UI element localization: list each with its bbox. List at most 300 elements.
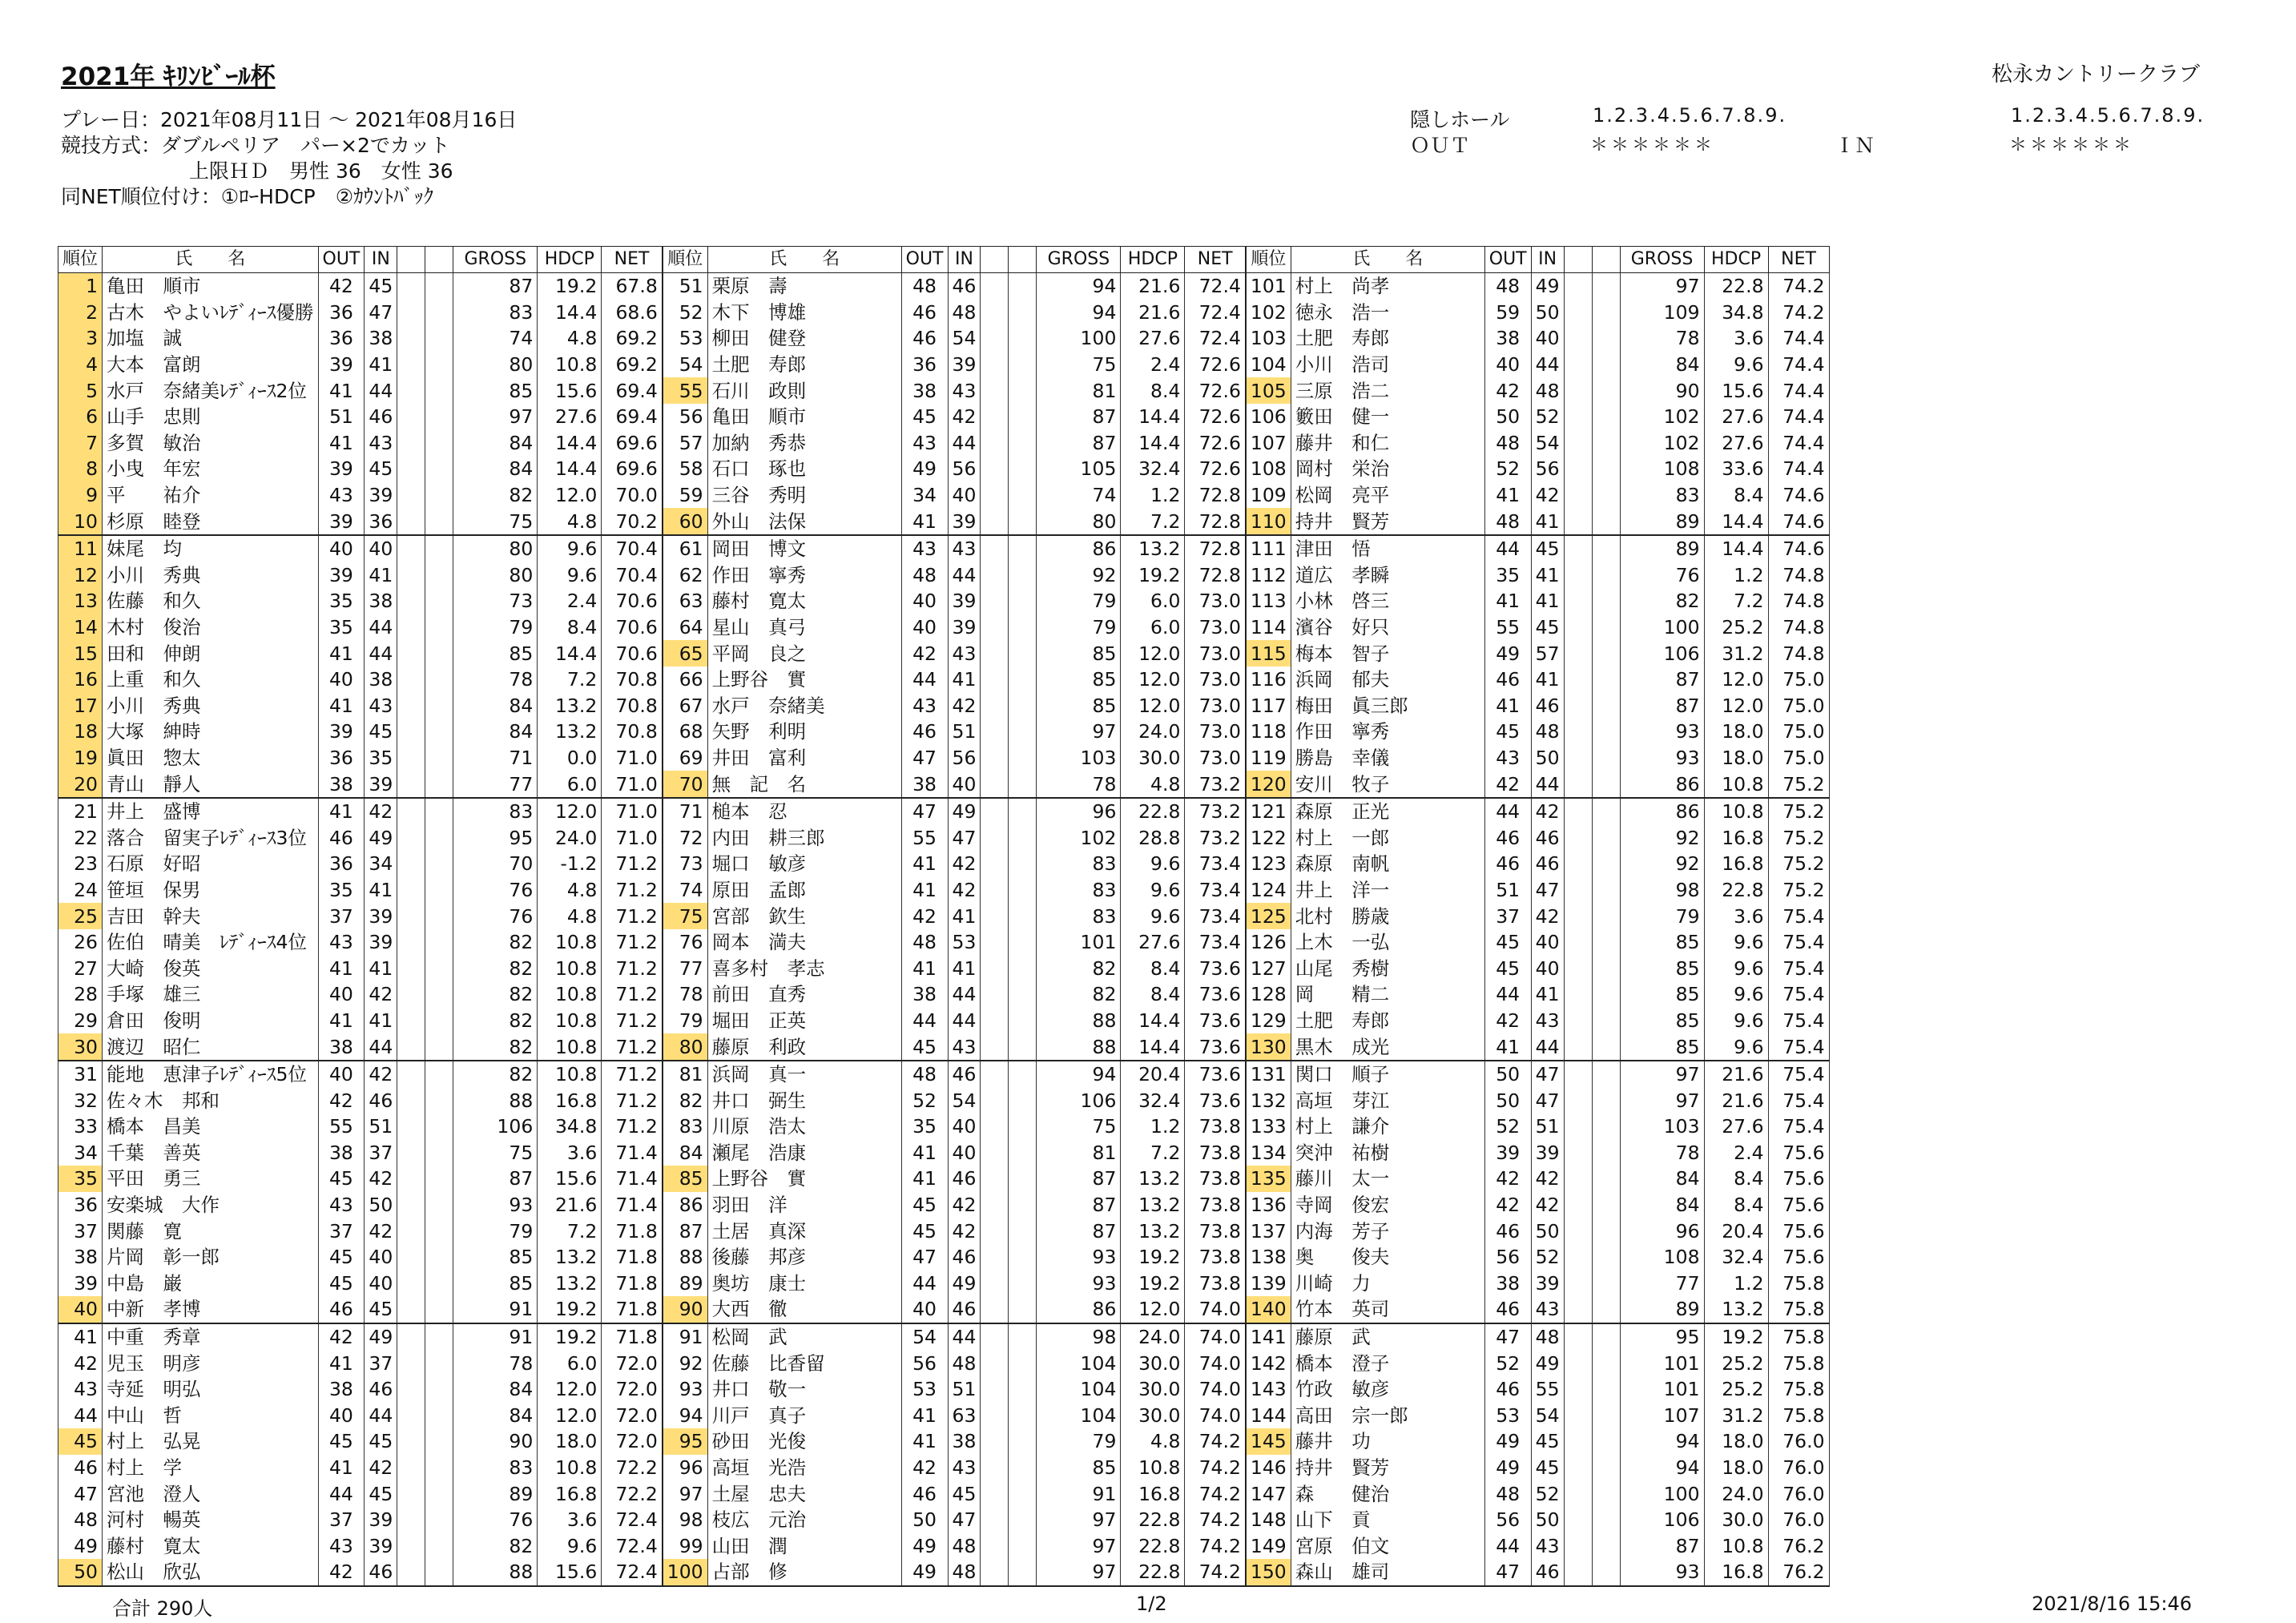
cell-out: 41 (318, 1350, 365, 1376)
cell-rank: 74 (663, 877, 707, 904)
cell-out: 47 (1484, 1323, 1531, 1351)
cell-out: 42 (901, 1455, 948, 1481)
cell-net: 69.2 (602, 325, 663, 352)
cell-rank: 103 (1246, 325, 1291, 352)
cell-blank1 (1564, 771, 1592, 798)
cell-blank2 (1009, 1533, 1037, 1560)
cell-blank2 (425, 1455, 453, 1481)
cell-blank1 (397, 352, 425, 378)
cell-blank1 (1564, 798, 1592, 825)
cell-in: 55 (1531, 1376, 1564, 1403)
cell-blank2 (425, 1140, 453, 1166)
cell-net: 70.8 (602, 719, 663, 745)
cell-out: 36 (318, 325, 365, 352)
cell-rank: 115 (1246, 640, 1291, 667)
table-row (58, 562, 1830, 589)
cell-blank1 (1564, 1455, 1592, 1481)
cell-blank1 (397, 614, 425, 641)
cell-hdcp: 27.6 (1121, 929, 1185, 956)
header-out: OUT (318, 247, 365, 273)
cell-rank: 147 (1246, 1480, 1291, 1507)
cell-rank: 10 (58, 508, 103, 535)
cell-name: 喜多村 孝志 (707, 955, 901, 981)
cell-net: 69.4 (602, 377, 663, 404)
cell-blank2 (425, 325, 453, 352)
cell-name: 山田 潤 (707, 1533, 901, 1560)
cell-net: 73.4 (1185, 877, 1246, 904)
cell-hdcp: 10.8 (538, 1033, 602, 1061)
cell-blank2 (1592, 1166, 1620, 1192)
cell-gross: 84 (1620, 1192, 1704, 1218)
cell-rank: 37 (58, 1218, 103, 1244)
cell-gross: 83 (453, 300, 538, 326)
cell-in: 51 (948, 719, 981, 745)
cell-rank: 59 (663, 482, 707, 509)
cell-in: 39 (365, 1533, 397, 1560)
cell-out: 42 (318, 1559, 365, 1586)
cell-name: 徳永 浩一 (1291, 300, 1484, 326)
cell-blank1 (981, 929, 1009, 956)
cell-net: 73.4 (1185, 903, 1246, 929)
cell-in: 41 (948, 667, 981, 693)
cell-blank2 (1592, 1271, 1620, 1297)
cell-hdcp: 19.2 (1121, 562, 1185, 589)
cell-gross: 85 (1037, 667, 1121, 693)
cell-blank1 (981, 1403, 1009, 1429)
cell-in: 46 (948, 1244, 981, 1271)
cell-rank: 63 (663, 588, 707, 614)
cell-net: 74.2 (1185, 1507, 1246, 1533)
header-blank (1592, 247, 1620, 273)
cell-gross: 83 (1037, 877, 1121, 904)
cell-net: 71.8 (602, 1323, 663, 1351)
cell-in: 44 (948, 562, 981, 589)
cell-rank: 39 (58, 1271, 103, 1297)
cell-net: 75.0 (1768, 745, 1829, 771)
cell-name: 渡辺 昭仁 (103, 1033, 319, 1061)
cell-blank2 (1592, 1455, 1620, 1481)
cell-blank1 (397, 1033, 425, 1061)
cell-blank2 (1009, 377, 1037, 404)
cell-in: 42 (948, 404, 981, 430)
cell-in: 41 (365, 352, 397, 378)
cell-blank2 (1592, 929, 1620, 956)
cell-hdcp: 16.8 (1704, 851, 1768, 877)
cell-name: 占部 修 (707, 1559, 901, 1586)
cell-rank: 136 (1246, 1192, 1291, 1218)
cell-blank2 (1009, 929, 1037, 956)
cell-rank: 150 (1246, 1559, 1291, 1586)
cell-rank: 80 (663, 1033, 707, 1061)
cell-blank1 (981, 535, 1009, 562)
cell-gross: 76 (1620, 562, 1704, 589)
cell-hdcp: 10.8 (538, 981, 602, 1008)
cell-out: 45 (1484, 929, 1531, 956)
cell-name: 宮部 欽生 (707, 903, 901, 929)
cell-net: 75.4 (1768, 1008, 1829, 1034)
cell-net: 75.0 (1768, 693, 1829, 719)
cell-blank1 (1564, 1061, 1592, 1088)
cell-net: 71.4 (602, 1166, 663, 1192)
cell-out: 34 (901, 482, 948, 509)
cell-blank1 (1564, 745, 1592, 771)
cell-hdcp: 20.4 (1121, 1061, 1185, 1088)
cell-in: 45 (948, 1480, 981, 1507)
cell-blank2 (1009, 535, 1037, 562)
cell-rank: 51 (663, 273, 707, 300)
cell-hdcp: 14.4 (1704, 508, 1768, 535)
cell-net: 73.6 (1185, 981, 1246, 1008)
cell-blank2 (1009, 325, 1037, 352)
cell-gross: 82 (453, 1033, 538, 1061)
page-title: 2021年 ｷﾘﾝﾋﾞｰﾙ杯 (61, 62, 276, 91)
cell-net: 72.4 (602, 1559, 663, 1586)
cell-rank: 86 (663, 1192, 707, 1218)
cell-rank: 88 (663, 1244, 707, 1271)
cell-rank: 41 (58, 1323, 103, 1351)
cell-blank2 (1592, 1507, 1620, 1533)
cell-rank: 71 (663, 798, 707, 825)
cell-rank: 148 (1246, 1507, 1291, 1533)
cell-in: 43 (365, 693, 397, 719)
cell-rank: 81 (663, 1061, 707, 1088)
cell-rank: 3 (58, 325, 103, 352)
cell-rank: 20 (58, 771, 103, 798)
cell-net: 73.0 (1185, 614, 1246, 641)
cell-name: 川戸 真子 (707, 1403, 901, 1429)
cell-blank2 (1009, 771, 1037, 798)
cell-name: 岡田 博文 (707, 535, 901, 562)
cell-gross: 106 (1037, 1087, 1121, 1114)
cell-out: 38 (318, 771, 365, 798)
cell-out: 35 (318, 614, 365, 641)
cell-hdcp: 9.6 (1704, 955, 1768, 981)
table-row (58, 1061, 1830, 1088)
cell-rank: 35 (58, 1166, 103, 1192)
cell-blank1 (1564, 1008, 1592, 1034)
header-hdcp: HDCP (1704, 247, 1768, 273)
table-row (58, 745, 1830, 771)
cell-net: 75.2 (1768, 824, 1829, 851)
cell-out: 44 (1484, 535, 1531, 562)
cell-name: 倉田 俊明 (103, 1008, 319, 1034)
cell-hdcp: 30.0 (1704, 1507, 1768, 1533)
cell-blank2 (1592, 377, 1620, 404)
cell-blank2 (1009, 824, 1037, 851)
cell-rank: 64 (663, 614, 707, 641)
cell-hdcp: 22.8 (1121, 1533, 1185, 1560)
cell-rank: 31 (58, 1061, 103, 1088)
cell-gross: 87 (1620, 693, 1704, 719)
cell-gross: 79 (453, 1218, 538, 1244)
cell-name: 笹垣 保男 (103, 877, 319, 904)
cell-in: 41 (1531, 562, 1564, 589)
cell-in: 41 (1531, 588, 1564, 614)
cell-rank: 75 (663, 903, 707, 929)
cell-rank: 65 (663, 640, 707, 667)
cell-gross: 93 (453, 1192, 538, 1218)
cell-name: 片岡 彰一郎 (103, 1244, 319, 1271)
cell-in: 41 (1531, 508, 1564, 535)
cell-net: 75.2 (1768, 851, 1829, 877)
cell-hdcp: 19.2 (538, 1296, 602, 1323)
cell-net: 71.4 (602, 1140, 663, 1166)
cell-name: 土肥 寿郎 (707, 352, 901, 378)
cell-blank1 (981, 981, 1009, 1008)
table-row (58, 1296, 1830, 1323)
cell-blank2 (425, 1218, 453, 1244)
cell-gross: 82 (1037, 981, 1121, 1008)
table-row (58, 1218, 1830, 1244)
cell-rank: 100 (663, 1559, 707, 1586)
cell-blank1 (981, 300, 1009, 326)
cell-blank1 (981, 745, 1009, 771)
cell-out: 44 (1484, 981, 1531, 1008)
cell-rank: 113 (1246, 588, 1291, 614)
cell-out: 35 (901, 1114, 948, 1140)
cell-out: 46 (901, 325, 948, 352)
cell-name: 中島 巌 (103, 1271, 319, 1297)
cell-net: 75.4 (1768, 955, 1829, 981)
cell-net: 69.2 (602, 352, 663, 378)
cell-gross: 84 (1620, 352, 1704, 378)
cell-name: 森 健治 (1291, 1480, 1484, 1507)
cell-in: 46 (365, 1376, 397, 1403)
cell-name: 籔田 健一 (1291, 404, 1484, 430)
cell-blank1 (397, 1559, 425, 1586)
cell-net: 69.6 (602, 456, 663, 482)
cell-in: 49 (1531, 273, 1564, 300)
cell-in: 51 (1531, 1114, 1564, 1140)
page-number: 1/2 (1136, 1593, 1167, 1615)
cell-net: 76.2 (1768, 1559, 1829, 1586)
cell-name: 上野谷 實 (707, 667, 901, 693)
cell-blank1 (981, 430, 1009, 457)
cell-hdcp: 22.8 (1704, 273, 1768, 300)
cell-gross: 92 (1620, 824, 1704, 851)
cell-name: 青山 靜人 (103, 771, 319, 798)
cell-name: 持井 賢芳 (1291, 508, 1484, 535)
cell-blank2 (425, 1114, 453, 1140)
cell-net: 71.2 (602, 851, 663, 877)
cell-net: 75.8 (1768, 1296, 1829, 1323)
cell-blank2 (1009, 1428, 1037, 1455)
cell-rank: 83 (663, 1114, 707, 1140)
cell-hdcp: 6.0 (1121, 588, 1185, 614)
cell-in: 63 (948, 1403, 981, 1429)
cell-out: 38 (318, 1376, 365, 1403)
cell-net: 75.4 (1768, 1061, 1829, 1088)
cell-blank1 (1564, 1480, 1592, 1507)
cell-out: 54 (901, 1323, 948, 1351)
cell-blank1 (1564, 614, 1592, 641)
cell-in: 40 (1531, 325, 1564, 352)
cell-net: 71.2 (602, 1008, 663, 1034)
cell-out: 43 (318, 1192, 365, 1218)
cell-gross: 82 (453, 1533, 538, 1560)
cell-rank: 77 (663, 955, 707, 981)
cell-rank: 129 (1246, 1008, 1291, 1034)
cell-hdcp: 9.6 (1704, 352, 1768, 378)
cell-rank: 142 (1246, 1350, 1291, 1376)
cell-blank2 (1592, 588, 1620, 614)
cell-out: 59 (1484, 300, 1531, 326)
cell-blank2 (425, 1296, 453, 1323)
cell-hdcp: 18.0 (1704, 1428, 1768, 1455)
cell-blank2 (425, 667, 453, 693)
cell-rank: 76 (663, 929, 707, 956)
cell-rank: 17 (58, 693, 103, 719)
cell-hdcp: 22.8 (1121, 1559, 1185, 1586)
cell-hdcp: 9.6 (1704, 929, 1768, 956)
cell-gross: 75 (1037, 1114, 1121, 1140)
cell-net: 72.4 (1185, 273, 1246, 300)
cell-out: 41 (901, 851, 948, 877)
cell-name: 森原 正光 (1291, 798, 1484, 825)
cell-rank: 118 (1246, 719, 1291, 745)
cell-net: 68.6 (602, 300, 663, 326)
cell-rank: 61 (663, 535, 707, 562)
tiebreak-rule: 同NET順位付け：①ﾛｰHDCP ②ｶｳﾝﾄﾊﾞｯｸ (61, 185, 434, 208)
cell-blank2 (425, 719, 453, 745)
cell-blank2 (1592, 562, 1620, 589)
cell-blank1 (1564, 1244, 1592, 1271)
table-row (58, 667, 1830, 693)
cell-name: 浜岡 郁夫 (1291, 667, 1484, 693)
cell-in: 42 (948, 877, 981, 904)
cell-name: 吉田 幹夫 (103, 903, 319, 929)
cell-in: 43 (948, 1455, 981, 1481)
table-row (58, 851, 1830, 877)
cell-hdcp: 12.0 (1121, 640, 1185, 667)
cell-blank1 (397, 562, 425, 589)
cell-hdcp: 1.2 (1704, 1271, 1768, 1297)
cell-out: 39 (1484, 1140, 1531, 1166)
cell-blank1 (1564, 1376, 1592, 1403)
cell-blank2 (425, 1376, 453, 1403)
cell-hdcp: 9.6 (1121, 851, 1185, 877)
table-row (58, 456, 1830, 482)
cell-in: 56 (948, 456, 981, 482)
club-name: 松永カントリークラブ (1991, 62, 2200, 87)
cell-blank2 (425, 1192, 453, 1218)
cell-in: 53 (948, 929, 981, 956)
cell-name: 梅田 眞三郎 (1291, 693, 1484, 719)
cell-out: 47 (1484, 1559, 1531, 1586)
cell-blank2 (425, 377, 453, 404)
cell-gross: 82 (453, 482, 538, 509)
cell-rank: 124 (1246, 877, 1291, 904)
cell-hdcp: 22.8 (1121, 798, 1185, 825)
cell-blank2 (1009, 300, 1037, 326)
cell-net: 72.6 (1185, 430, 1246, 457)
cell-hdcp: 21.6 (538, 1192, 602, 1218)
cell-rank: 110 (1246, 508, 1291, 535)
cell-out: 42 (901, 903, 948, 929)
cell-net: 72.0 (602, 1403, 663, 1429)
cell-hdcp: 25.2 (1704, 1376, 1768, 1403)
cell-net: 75.2 (1768, 798, 1829, 825)
cell-gross: 93 (1037, 1244, 1121, 1271)
cell-hdcp: 10.8 (538, 1008, 602, 1034)
cell-out: 44 (901, 1008, 948, 1034)
cell-blank2 (1009, 614, 1037, 641)
cell-blank1 (397, 377, 425, 404)
cell-hdcp: 14.4 (1121, 1008, 1185, 1034)
cell-hdcp: 33.6 (1704, 456, 1768, 482)
cell-gross: 82 (453, 1008, 538, 1034)
cell-net: 75.4 (1768, 1087, 1829, 1114)
cell-blank2 (1592, 456, 1620, 482)
cell-net: 72.0 (602, 1350, 663, 1376)
cell-blank2 (1592, 1559, 1620, 1586)
cell-blank1 (1564, 1192, 1592, 1218)
cell-hdcp: 21.6 (1121, 273, 1185, 300)
cell-net: 72.4 (602, 1507, 663, 1533)
cell-in: 40 (948, 1114, 981, 1140)
cell-gross: 85 (453, 640, 538, 667)
cell-in: 37 (365, 1140, 397, 1166)
cell-in: 46 (1531, 693, 1564, 719)
cell-in: 52 (1531, 404, 1564, 430)
cell-net: 69.4 (602, 404, 663, 430)
cell-hdcp: 18.0 (1704, 745, 1768, 771)
cell-blank2 (1592, 1061, 1620, 1088)
cell-in: 41 (365, 1008, 397, 1034)
cell-rank: 111 (1246, 535, 1291, 562)
cell-name: 井上 洋一 (1291, 877, 1484, 904)
cell-blank2 (1009, 482, 1037, 509)
cell-name: 関藤 寛 (103, 1218, 319, 1244)
table-row (58, 1533, 1830, 1560)
cell-name: 持井 賢芳 (1291, 1455, 1484, 1481)
cell-blank2 (1009, 1376, 1037, 1403)
cell-hdcp: 14.4 (1121, 1033, 1185, 1061)
cell-blank1 (397, 640, 425, 667)
cell-in: 41 (365, 562, 397, 589)
cell-gross: 82 (453, 981, 538, 1008)
cell-hdcp: 1.2 (1704, 562, 1768, 589)
cell-hdcp: 21.6 (1704, 1087, 1768, 1114)
cell-gross: 89 (1620, 1296, 1704, 1323)
cell-hdcp: 14.4 (538, 430, 602, 457)
cell-name: 石口 琢也 (707, 456, 901, 482)
cell-gross: 91 (453, 1323, 538, 1351)
cell-out: 46 (1484, 1218, 1531, 1244)
cell-rank: 145 (1246, 1428, 1291, 1455)
cell-blank1 (397, 1114, 425, 1140)
cell-blank2 (1592, 535, 1620, 562)
cell-blank2 (1009, 588, 1037, 614)
cell-rank: 133 (1246, 1114, 1291, 1140)
cell-blank1 (397, 1061, 425, 1088)
cell-blank1 (981, 1087, 1009, 1114)
cell-rank: 96 (663, 1455, 707, 1481)
cell-hdcp: 4.8 (538, 877, 602, 904)
cell-blank1 (397, 325, 425, 352)
cell-blank1 (397, 1296, 425, 1323)
cell-in: 48 (948, 1350, 981, 1376)
cell-name: 川崎 力 (1291, 1271, 1484, 1297)
cell-hdcp: 18.0 (538, 1428, 602, 1455)
cell-gross: 75 (1037, 352, 1121, 378)
cell-hdcp: 13.2 (538, 693, 602, 719)
cell-out: 44 (1484, 798, 1531, 825)
cell-out: 46 (1484, 824, 1531, 851)
table-row (58, 1271, 1830, 1297)
cell-gross: 80 (453, 535, 538, 562)
cell-rank: 138 (1246, 1244, 1291, 1271)
